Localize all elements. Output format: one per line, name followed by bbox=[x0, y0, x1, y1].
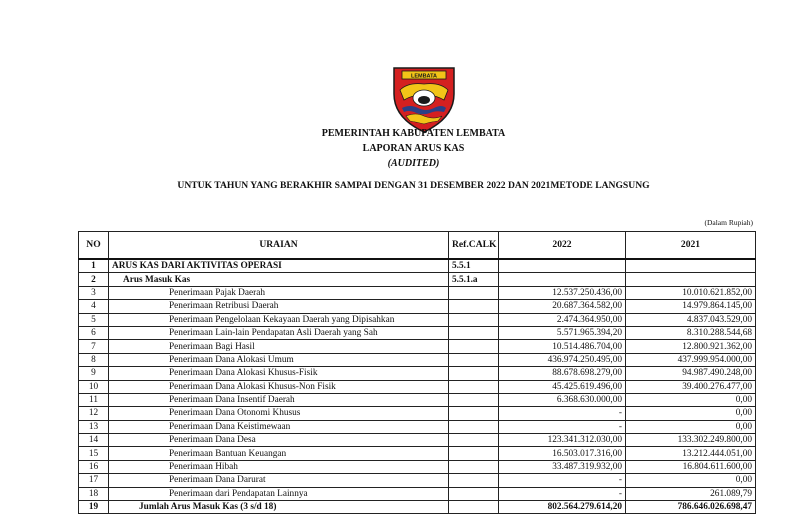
row-number: 2 bbox=[79, 273, 109, 286]
row-ref-calk bbox=[449, 340, 499, 353]
row-value-2022: - bbox=[499, 487, 626, 500]
col-header-ref: Ref.CALK bbox=[449, 232, 499, 260]
row-value-2021: 4.837.043.529,00 bbox=[626, 313, 756, 326]
row-value-2022: 802.564.279.614,20 bbox=[499, 501, 626, 514]
audited-label: (AUDITED) bbox=[387, 158, 440, 169]
row-value-2022 bbox=[499, 259, 626, 273]
row-description: Penerimaan dari Pendapatan Lainnya bbox=[109, 487, 449, 500]
row-value-2021: 14.979.864.145,00 bbox=[626, 300, 756, 313]
row-value-2021 bbox=[626, 259, 756, 273]
row-description: Penerimaan Dana Keistimewaan bbox=[109, 420, 449, 433]
row-number: 9 bbox=[79, 367, 109, 380]
table-row bbox=[79, 501, 756, 514]
row-ref-calk bbox=[449, 407, 499, 420]
row-number: 1 bbox=[79, 259, 109, 273]
report-period: UNTUK TAHUN YANG BERAKHIR SAMPAI DENGAN 31 DESEMBER 2022 DAN 2021METODE LANGSUNG bbox=[177, 180, 650, 191]
row-value-2021: 0,00 bbox=[626, 393, 756, 406]
row-value-2021: 13.212.444.051,00 bbox=[626, 447, 756, 460]
row-value-2022: 20.687.364.582,00 bbox=[499, 300, 626, 313]
row-value-2022: 10.514.486.704,00 bbox=[499, 340, 626, 353]
row-ref-calk bbox=[449, 380, 499, 393]
table-row bbox=[79, 286, 756, 299]
row-value-2021: 786.646.026.698,47 bbox=[626, 501, 756, 514]
col-header-uraian: URAIAN bbox=[109, 232, 449, 260]
row-value-2021: 39.400.276.477,00 bbox=[626, 380, 756, 393]
row-value-2022: 16.503.017.316,00 bbox=[499, 447, 626, 460]
table-row bbox=[79, 420, 756, 433]
row-value-2021: 0,00 bbox=[626, 474, 756, 487]
table-body bbox=[79, 259, 756, 514]
table-row bbox=[79, 474, 756, 487]
row-ref-calk bbox=[449, 353, 499, 366]
row-number: 3 bbox=[79, 286, 109, 299]
row-value-2021: 437.999.954.000,00 bbox=[626, 353, 756, 366]
row-ref-calk bbox=[449, 367, 499, 380]
table-row bbox=[79, 434, 756, 447]
table-row bbox=[79, 407, 756, 420]
row-description: Penerimaan Dana Insentif Daerah bbox=[109, 393, 449, 406]
table-row bbox=[79, 393, 756, 406]
row-ref-calk bbox=[449, 501, 499, 514]
row-ref-calk bbox=[449, 300, 499, 313]
row-value-2021: 16.804.611.600,00 bbox=[626, 460, 756, 473]
government-name: PEMERINTAH KABUPATEN LEMBATA bbox=[321, 128, 506, 139]
row-description: Penerimaan Pengelolaan Kekayaan Daerah yang Dipisahkan bbox=[109, 313, 449, 326]
row-ref-calk bbox=[449, 393, 499, 406]
row-number: 5 bbox=[79, 313, 109, 326]
row-value-2022: 436.974.250.495,00 bbox=[499, 353, 626, 366]
row-number: 12 bbox=[79, 407, 109, 420]
row-ref-calk: 5.5.1 bbox=[449, 259, 499, 273]
row-description: Penerimaan Dana Otonomi Khusus bbox=[109, 407, 449, 420]
row-number: 7 bbox=[79, 340, 109, 353]
row-description: Penerimaan Retribusi Daerah bbox=[109, 300, 449, 313]
table-row bbox=[79, 326, 756, 339]
row-number: 15 bbox=[79, 447, 109, 460]
row-description: Arus Masuk Kas bbox=[109, 273, 449, 286]
row-value-2021: 0,00 bbox=[626, 407, 756, 420]
row-description: ARUS KAS DARI AKTIVITAS OPERASI bbox=[109, 259, 449, 273]
row-description: Penerimaan Bantuan Keuangan bbox=[109, 447, 449, 460]
row-value-2022: 2.474.364.950,00 bbox=[499, 313, 626, 326]
table-row bbox=[79, 300, 756, 313]
row-value-2022 bbox=[499, 273, 626, 286]
row-ref-calk bbox=[449, 286, 499, 299]
row-value-2022: 123.341.312.030,00 bbox=[499, 434, 626, 447]
table-row bbox=[79, 447, 756, 460]
row-value-2022: 5.571.965.394,20 bbox=[499, 326, 626, 339]
lembata-regency-emblem bbox=[388, 60, 460, 134]
row-description: Penerimaan Pajak Daerah bbox=[109, 286, 449, 299]
row-ref-calk bbox=[449, 474, 499, 487]
currency-unit-note: (Dalam Rupiah) bbox=[704, 218, 753, 227]
col-header-2022: 2022 bbox=[499, 232, 626, 260]
table-row bbox=[79, 259, 756, 273]
row-value-2021 bbox=[626, 273, 756, 286]
row-number: 8 bbox=[79, 353, 109, 366]
row-value-2022: - bbox=[499, 407, 626, 420]
row-description: Penerimaan Dana Desa bbox=[109, 434, 449, 447]
row-ref-calk bbox=[449, 326, 499, 339]
table-row bbox=[79, 340, 756, 353]
row-value-2022: - bbox=[499, 420, 626, 433]
row-ref-calk bbox=[449, 313, 499, 326]
table-row bbox=[79, 487, 756, 500]
cash-flow-table bbox=[78, 231, 756, 514]
row-value-2022: 12.537.250.436,00 bbox=[499, 286, 626, 299]
row-value-2022: 33.487.319.932,00 bbox=[499, 460, 626, 473]
row-description: Penerimaan Dana Alokasi Khusus-Non Fisik bbox=[109, 380, 449, 393]
col-header-no: NO bbox=[79, 232, 109, 260]
row-number: 6 bbox=[79, 326, 109, 339]
row-number: 16 bbox=[79, 460, 109, 473]
row-description: Penerimaan Hibah bbox=[109, 460, 449, 473]
table-row bbox=[79, 367, 756, 380]
row-value-2022: - bbox=[499, 474, 626, 487]
row-number: 19 bbox=[79, 501, 109, 514]
row-description: Penerimaan Dana Darurat bbox=[109, 474, 449, 487]
row-ref-calk bbox=[449, 460, 499, 473]
row-description: Penerimaan Dana Alokasi Umum bbox=[109, 353, 449, 366]
table-header-row bbox=[79, 232, 756, 260]
table-row bbox=[79, 380, 756, 393]
row-ref-calk bbox=[449, 434, 499, 447]
row-value-2021: 10.010.621.852,00 bbox=[626, 286, 756, 299]
row-number: 11 bbox=[79, 393, 109, 406]
row-description: Jumlah Arus Masuk Kas (3 s/d 18) bbox=[109, 501, 449, 514]
row-value-2021: 0,00 bbox=[626, 420, 756, 433]
table-row bbox=[79, 460, 756, 473]
row-ref-calk bbox=[449, 447, 499, 460]
row-value-2021: 261.089,79 bbox=[626, 487, 756, 500]
col-header-2021: 2021 bbox=[626, 232, 756, 260]
table-row bbox=[79, 353, 756, 366]
row-description: Penerimaan Lain-lain Pendapatan Asli Daerah yang Sah bbox=[109, 326, 449, 339]
row-number: 18 bbox=[79, 487, 109, 500]
row-number: 10 bbox=[79, 380, 109, 393]
row-number: 4 bbox=[79, 300, 109, 313]
table-row bbox=[79, 273, 756, 286]
row-ref-calk: 5.5.1.a bbox=[449, 273, 499, 286]
row-number: 14 bbox=[79, 434, 109, 447]
row-value-2021: 133.302.249.800,00 bbox=[626, 434, 756, 447]
report-title: LAPORAN ARUS KAS bbox=[362, 143, 465, 154]
table-row bbox=[79, 313, 756, 326]
row-value-2021: 8.310.288.544,68 bbox=[626, 326, 756, 339]
svg-text:LEMBATA: LEMBATA bbox=[410, 73, 438, 80]
row-number: 17 bbox=[79, 474, 109, 487]
row-description: Penerimaan Dana Alokasi Khusus-Fisik bbox=[109, 367, 449, 380]
row-description: Penerimaan Bagi Hasil bbox=[109, 340, 449, 353]
row-value-2021: 12.800.921.362,00 bbox=[626, 340, 756, 353]
row-value-2022: 45.425.619.496,00 bbox=[499, 380, 626, 393]
row-ref-calk bbox=[449, 487, 499, 500]
row-value-2021: 94.987.490.248,00 bbox=[626, 367, 756, 380]
row-value-2022: 6.368.630.000,00 bbox=[499, 393, 626, 406]
row-value-2022: 88.678.698.279,00 bbox=[499, 367, 626, 380]
row-number: 13 bbox=[79, 420, 109, 433]
row-ref-calk bbox=[449, 420, 499, 433]
